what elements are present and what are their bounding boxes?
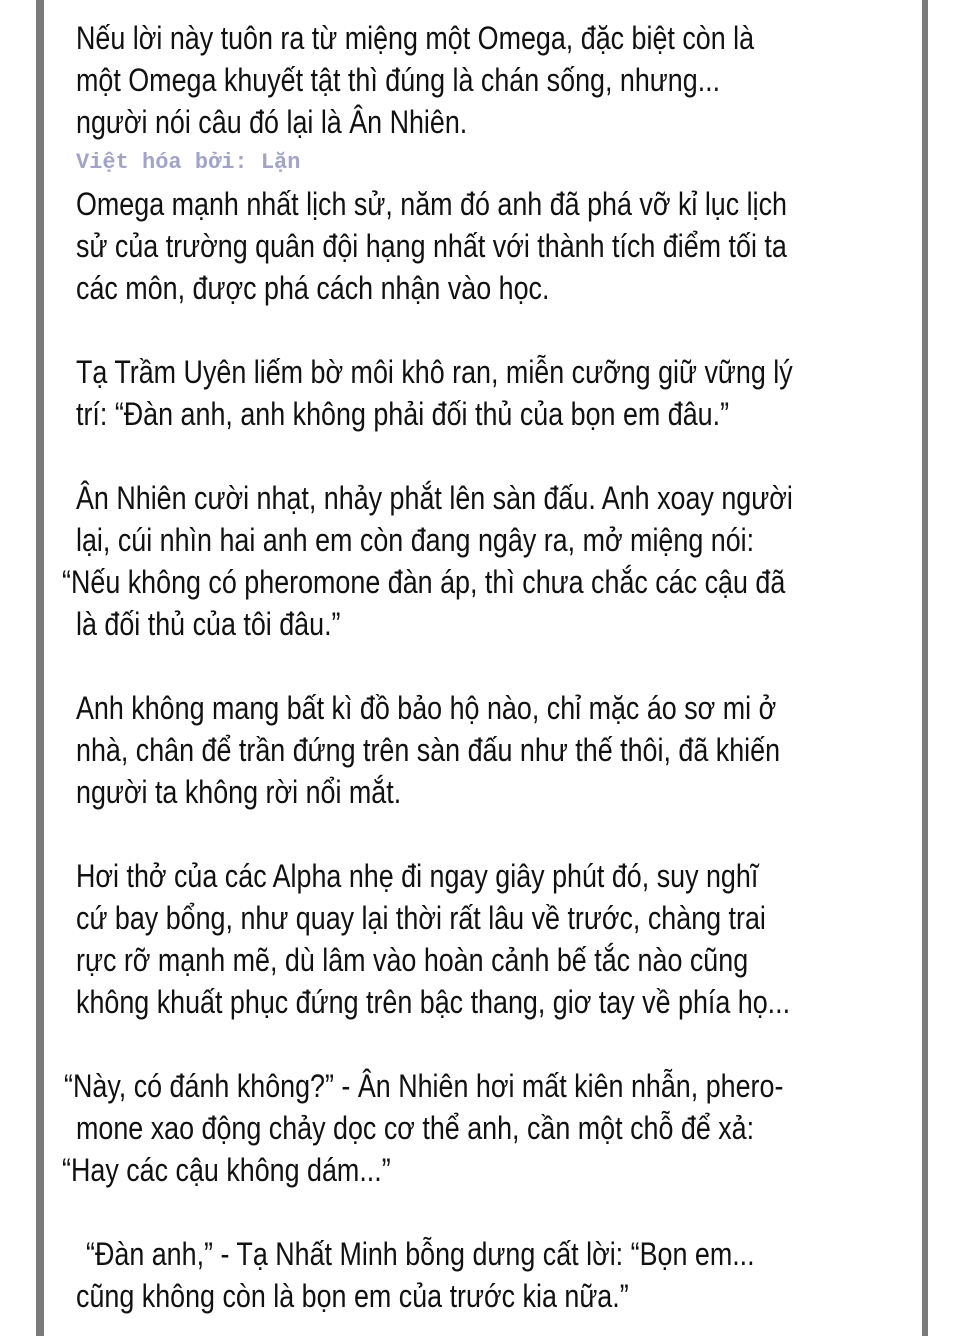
text-line: cứ bay bổng, như quay lại thời rất lâu về trước, chàng trai (76, 900, 766, 936)
text-line: Anh không mang bất kì đồ bảo hộ nào, chỉ mặc áo sơ mi ở (76, 690, 777, 726)
paragraph (76, 1233, 936, 1317)
text-line: “Này, có đánh không?” - Ân Nhiên hơi mất kiên nhẫn, phero- (64, 1068, 784, 1104)
page-border-left (36, 0, 44, 1336)
text-line: “Hay các cậu không dám...” (62, 1152, 391, 1188)
text-line: Hơi thở của các Alpha nhẹ đi ngay giây phút đó, suy nghĩ (76, 858, 759, 894)
paragraph (62, 477, 936, 645)
text-line: Ân Nhiên cười nhạt, nhảy phắt lên sàn đấu. Anh xoay người (76, 480, 793, 516)
paragraph (62, 1065, 936, 1191)
text-line: là đối thủ của tôi đâu.” (76, 606, 341, 642)
text-line: “Đàn anh,” - Tạ Nhất Minh bỗng dưng cất lời: “Bọn em... (86, 1236, 755, 1272)
paragraph (76, 351, 936, 435)
text-line: “Nếu không có pheromone đàn áp, thì chưa chắc các cậu đã (62, 564, 786, 600)
paragraph (76, 687, 936, 813)
text-line: trí: “Đàn anh, anh không phải đối thủ của bọn em đâu.” (76, 396, 730, 432)
translator-watermark: Việt hóa bởi: Lặn (76, 150, 301, 175)
text-line: sử của trường quân đội hạng nhất với thành tích điểm tối ta (76, 228, 787, 264)
text-line: cũng không còn là bọn em của trước kia nữa.” (76, 1278, 629, 1314)
text-line: người ta không rời nổi mắt. (76, 774, 402, 810)
text-line: Tạ Trầm Uyên liếm bờ môi khô ran, miễn cưỡng giữ vững lý (76, 354, 793, 390)
paragraph (76, 855, 936, 1023)
text-line: một Omega khuyết tật thì đúng là chán sống, nhưng... (76, 62, 721, 98)
text-line: Nếu lời này tuôn ra từ miệng một Omega, đặc biệt còn là (76, 20, 755, 56)
text-line: lại, cúi nhìn hai anh em còn đang ngây ra, mở miệng nói: (76, 522, 755, 558)
text-line: rực rỡ mạnh mẽ, dù lâm vào hoàn cảnh bế tắc nào cũng (76, 942, 749, 978)
paragraph (76, 17, 936, 143)
text-line: không khuất phục đứng trên bậc thang, giơ tay về phía họ... (76, 984, 791, 1020)
text-line: người nói câu đó lại là Ân Nhiên. (76, 104, 468, 140)
text-line: các môn, được phá cách nhận vào học. (76, 270, 550, 306)
document-body (62, 17, 936, 1317)
text-line: mone xao động chảy dọc cơ thể anh, cần một chỗ để xả: (76, 1110, 755, 1146)
text-line: Omega mạnh nhất lịch sử, năm đó anh đã phá vỡ kỉ lục lịch (76, 186, 787, 222)
paragraph (76, 183, 936, 309)
text-line: nhà, chân để trần đứng trên sàn đấu như thế thôi, đã khiến (76, 732, 781, 768)
